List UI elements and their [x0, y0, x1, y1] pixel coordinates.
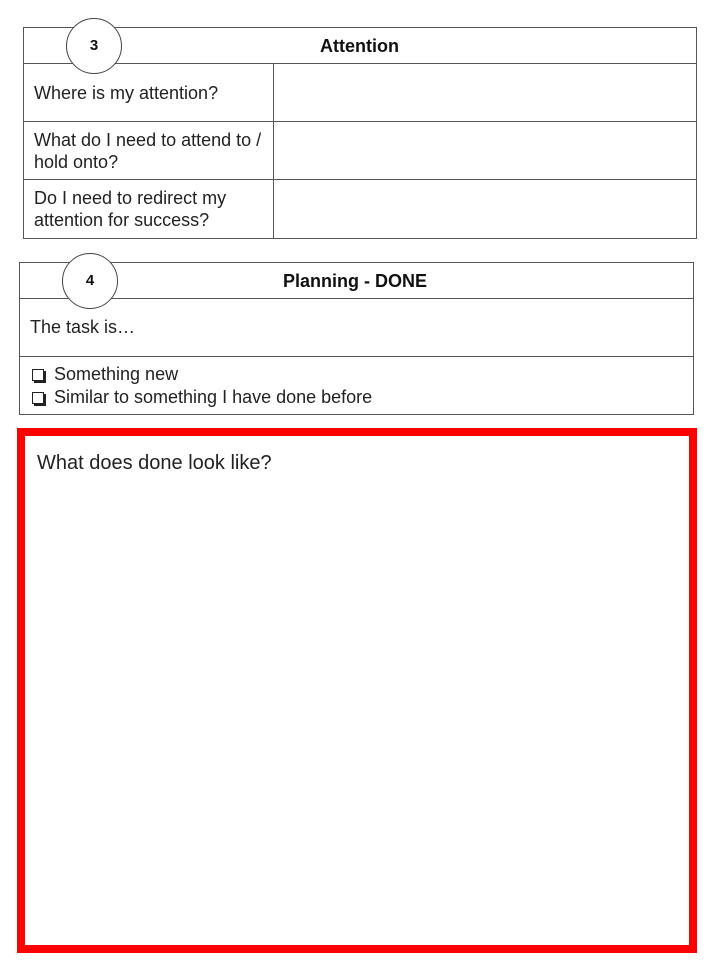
planning-section — [19, 262, 694, 415]
attention-row — [24, 180, 696, 238]
option-similar-before[interactable] — [30, 386, 683, 409]
task-prompt: The task is… — [30, 317, 136, 337]
done-prompt: What does done look like? — [37, 452, 272, 474]
checkbox-icon[interactable] — [32, 392, 44, 404]
attention-answer-field[interactable] — [274, 64, 696, 121]
attention-answer-field[interactable] — [274, 180, 696, 238]
attention-answer-field[interactable] — [274, 122, 696, 179]
planning-header — [20, 263, 693, 299]
option-something-new[interactable] — [30, 363, 683, 386]
option-label: Similar to something I have done before — [54, 387, 373, 407]
attention-header — [24, 28, 696, 64]
done-description-box[interactable] — [17, 428, 697, 953]
step-number-badge: 4 — [62, 253, 118, 309]
task-options-row — [20, 357, 693, 414]
step-number-badge: 3 — [66, 18, 122, 74]
attention-question: Where is my attention? — [24, 64, 274, 121]
attention-title: Attention — [320, 36, 399, 56]
task-prompt-row — [20, 299, 693, 357]
attention-row — [24, 122, 696, 180]
attention-question: What do I need to attend to / hold onto? — [24, 122, 274, 179]
option-label: Something new — [54, 364, 179, 384]
checkbox-icon[interactable] — [32, 369, 44, 381]
planning-title: Planning - DONE — [283, 271, 427, 291]
attention-row — [24, 64, 696, 122]
attention-section — [23, 27, 697, 239]
attention-question: Do I need to redirect my attention for success? — [24, 180, 274, 238]
